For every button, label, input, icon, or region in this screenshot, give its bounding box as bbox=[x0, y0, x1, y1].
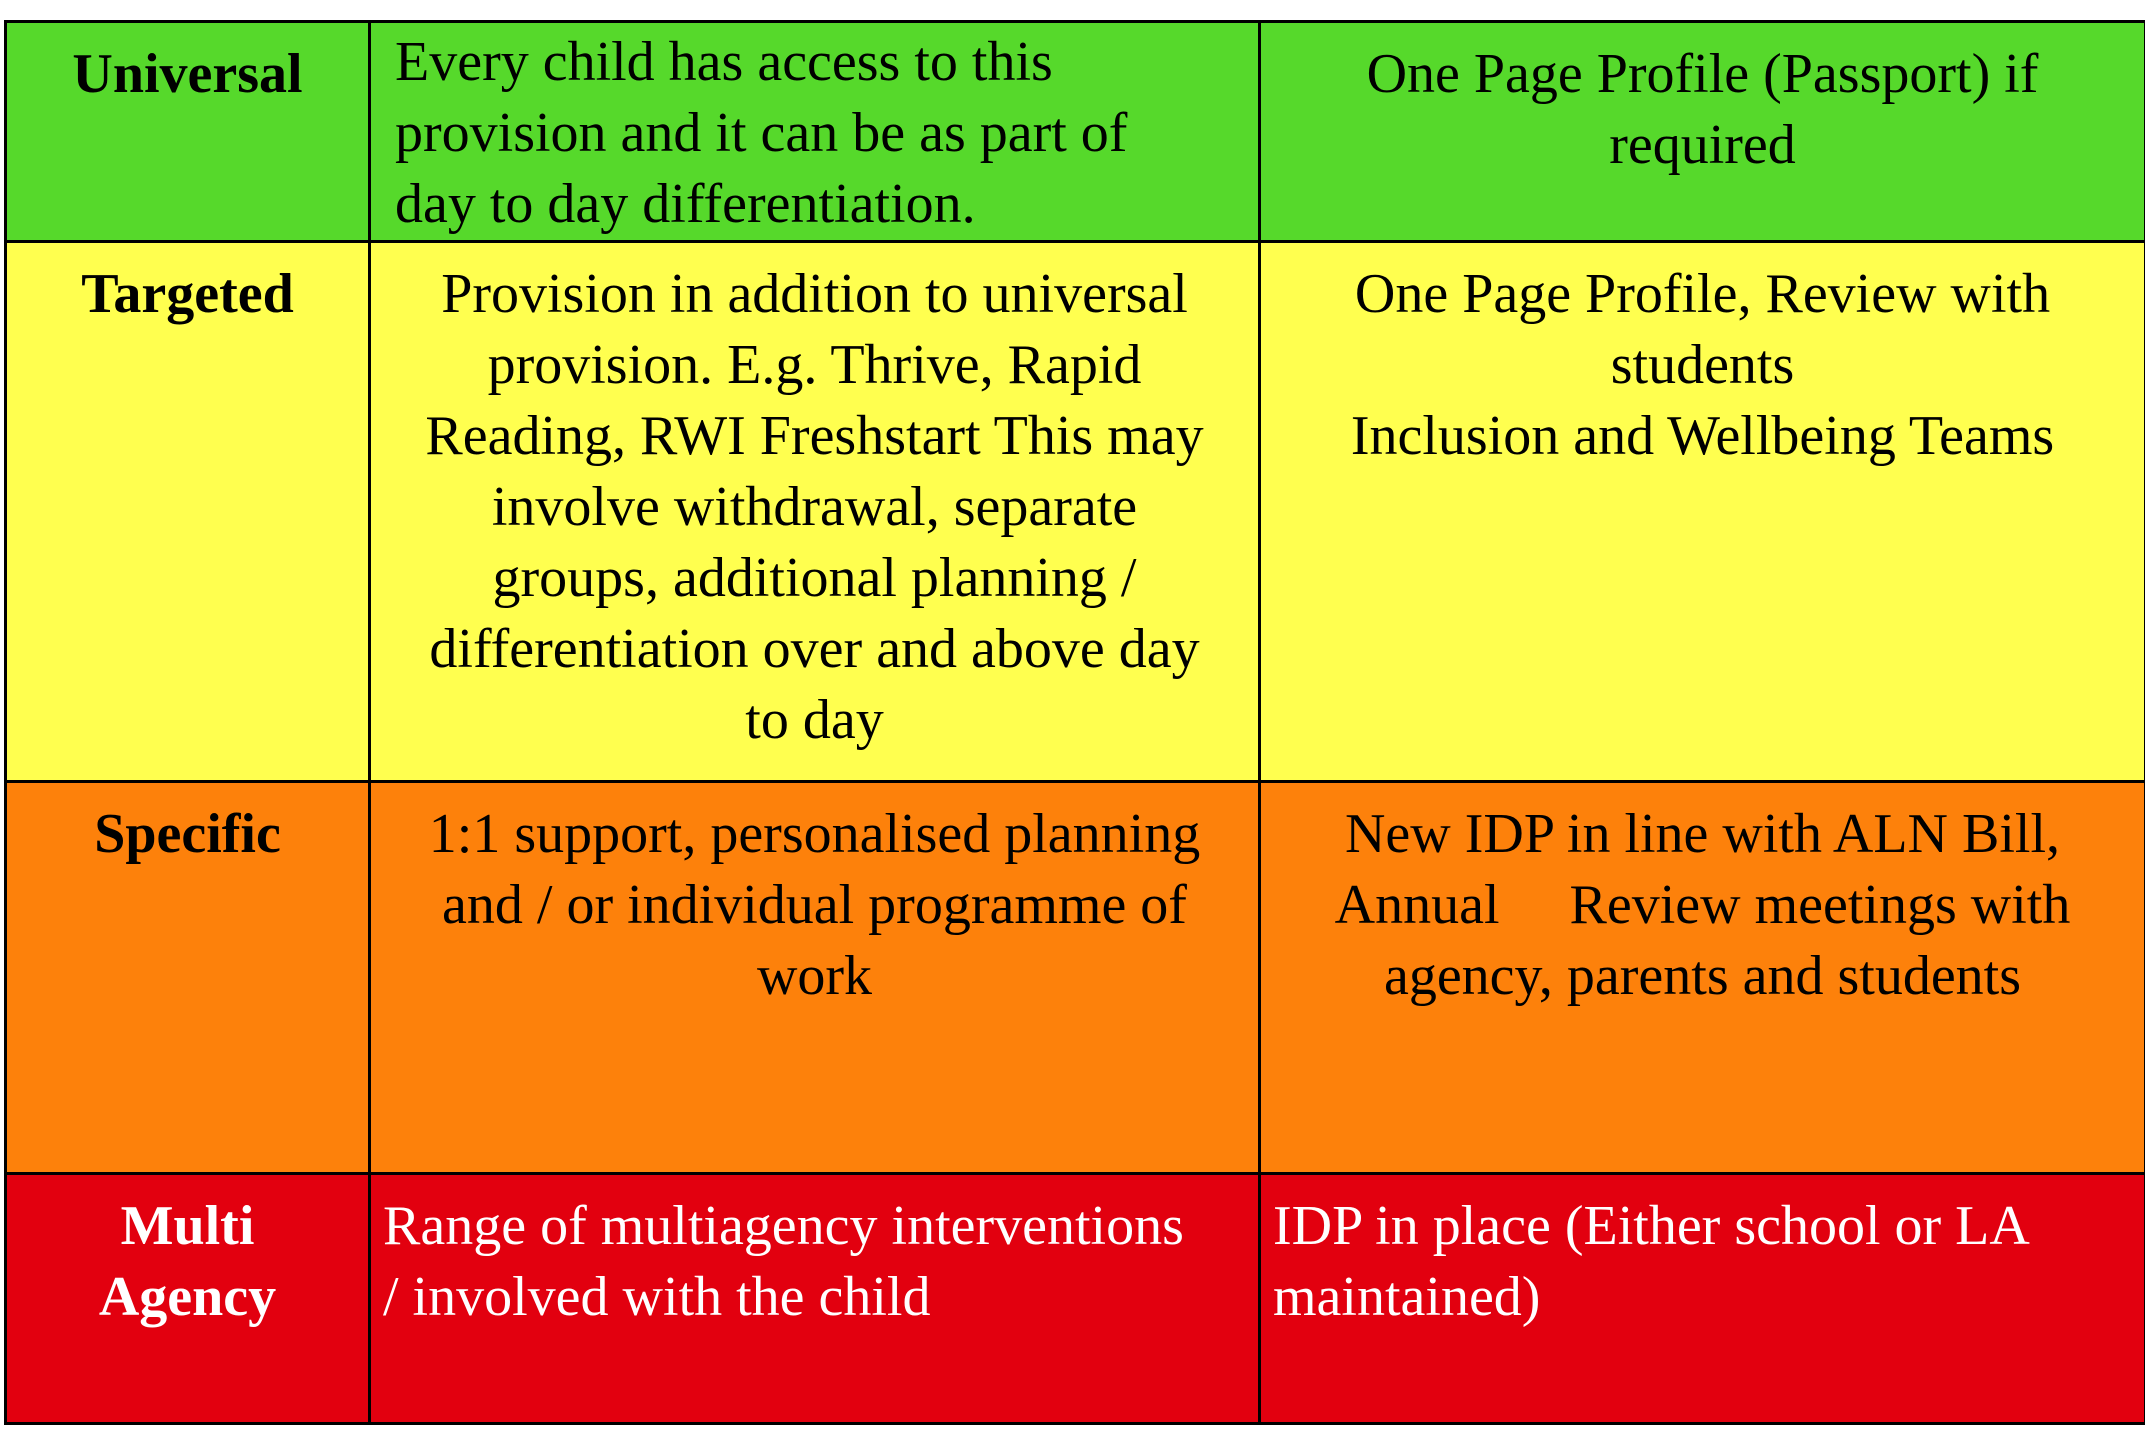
provision-line: Range of multiagency interventions bbox=[383, 1195, 1184, 1257]
documentation-line: agency, parents and students bbox=[1383, 945, 2022, 1007]
provision-line: groups, additional planning / bbox=[492, 547, 1137, 609]
documentation-line: Annual Review meetings with bbox=[1334, 874, 2071, 936]
documentation-cell-specific bbox=[1260, 782, 2145, 1174]
tier-label: Multi bbox=[120, 1195, 255, 1257]
documentation-line: required bbox=[1609, 114, 1796, 176]
row-universal bbox=[6, 22, 2145, 242]
tier-cell-specific bbox=[6, 782, 370, 1174]
row-targeted bbox=[6, 242, 2145, 782]
provision-line: differentiation over and above day bbox=[429, 618, 1200, 680]
documentation-line: IDP in place (Either school or LA bbox=[1273, 1195, 2030, 1257]
provision-line: day to day differentiation. bbox=[395, 173, 976, 235]
row-multi-agency bbox=[6, 1174, 2145, 1424]
row-specific bbox=[6, 782, 2145, 1174]
tier-cell-targeted bbox=[6, 242, 370, 782]
provision-cell-specific bbox=[370, 782, 1260, 1174]
tier-label: Universal bbox=[72, 43, 303, 105]
tier-label: Targeted bbox=[81, 263, 294, 325]
provision-line: to day bbox=[745, 689, 884, 751]
provision-line: 1:1 support, personalised planning bbox=[428, 803, 1201, 865]
provision-line: / involved with the child bbox=[383, 1266, 931, 1328]
documentation-line: One Page Profile (Passport) if bbox=[1366, 43, 2039, 105]
documentation-line: Inclusion and Wellbeing Teams bbox=[1350, 405, 2055, 467]
documentation-line: students bbox=[1610, 334, 1795, 396]
documentation-cell-targeted bbox=[1260, 242, 2145, 782]
tier-label: Specific bbox=[94, 803, 281, 865]
documentation-line: maintained) bbox=[1273, 1266, 1541, 1328]
provision-line: work bbox=[756, 945, 873, 1007]
provision-line: Provision in addition to universal bbox=[441, 263, 1188, 325]
documentation-line: New IDP in line with ALN Bill, bbox=[1344, 803, 2060, 865]
tier-cell-multi-agency bbox=[6, 1174, 370, 1424]
tier-cell-universal bbox=[6, 22, 370, 242]
provision-cell-targeted bbox=[370, 242, 1260, 782]
provision-table bbox=[4, 20, 2145, 1425]
provision-cell-multi-agency bbox=[370, 1174, 1260, 1424]
provision-line: Every child has access to this bbox=[395, 31, 1053, 93]
documentation-cell-universal bbox=[1260, 22, 2145, 242]
documentation-cell-multi-agency bbox=[1260, 1174, 2145, 1424]
provision-cell-universal bbox=[370, 22, 1260, 242]
documentation-line: One Page Profile, Review with bbox=[1354, 263, 2051, 325]
provision-line: Reading, RWI Freshstart This may bbox=[425, 405, 1204, 467]
provision-line: provision and it can be as part of bbox=[395, 102, 1128, 164]
provision-line: involve withdrawal, separate bbox=[491, 476, 1138, 538]
provision-line: and / or individual programme of bbox=[442, 874, 1187, 936]
provision-line: provision. E.g. Thrive, Rapid bbox=[487, 334, 1142, 396]
tier-label: Agency bbox=[98, 1266, 277, 1328]
